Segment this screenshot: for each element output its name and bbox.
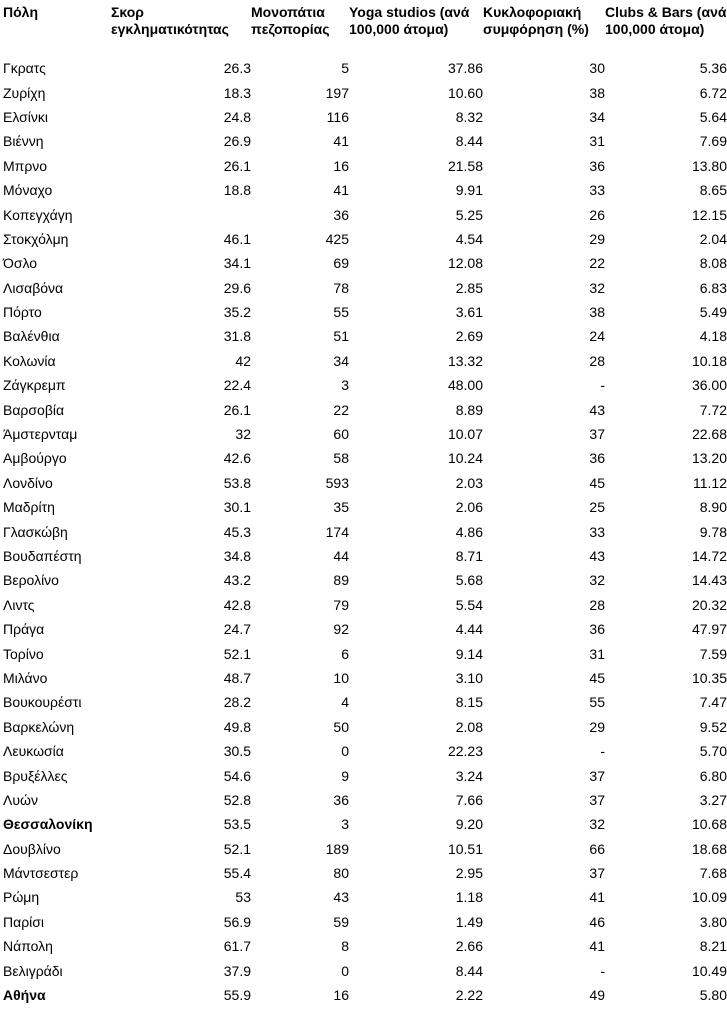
table-row <box>0 495 727 519</box>
table-row <box>0 690 727 714</box>
cell-traffic-congestion: 24 <box>589 328 605 345</box>
cell-yoga-studios: 12.08 <box>447 255 483 272</box>
cell-hiking-trails: 44 <box>333 548 349 564</box>
cell-traffic-congestion: 38 <box>589 304 605 321</box>
cell-clubs-bars: 18.68 <box>691 840 727 857</box>
cell-hiking-trails: 41 <box>333 182 349 199</box>
cell-hiking-trails: 116 <box>326 108 349 125</box>
cell-city: Λισαβόνα <box>3 279 64 296</box>
header-clubs-bars: Clubs & Bars (ανά 100,000 άτομα) <box>605 4 727 37</box>
cell-hiking-trails: 35 <box>333 499 349 516</box>
cell-traffic-congestion: 38 <box>589 84 605 101</box>
table-row <box>0 324 727 348</box>
table-row <box>0 446 727 470</box>
cell-hiking-trails: 34 <box>333 352 349 369</box>
cell-hiking-trails: 425 <box>325 230 349 247</box>
cell-city: Μπρνο <box>3 157 48 174</box>
cell-crime-score: 35.2 <box>223 304 251 321</box>
cell-clubs-bars: 5.36 <box>699 60 727 77</box>
cell-city: Νάπολη <box>3 938 53 955</box>
cell-clubs-bars: 7.59 <box>699 645 727 662</box>
cell-hiking-trails: 16 <box>333 157 349 174</box>
cell-crime-score: 26.1 <box>223 401 251 418</box>
cell-city: Πράγα <box>3 621 45 638</box>
cell-yoga-studios: 37.86 <box>447 60 483 77</box>
table-row <box>0 178 727 202</box>
cell-crime-score: 28.2 <box>223 694 251 711</box>
cell-yoga-studios: 8.32 <box>455 108 483 125</box>
cell-crime-score: 55.9 <box>223 987 251 1004</box>
cell-city: Βρυξέλλες <box>3 767 68 784</box>
cell-crime-score: 45.3 <box>223 523 251 540</box>
cell-crime-score: 56.9 <box>223 913 251 930</box>
header-hiking-trails: Μονοπάτια πεζοπορίας <box>251 4 330 37</box>
table-row <box>0 861 727 885</box>
cell-traffic-congestion: 37 <box>589 865 605 882</box>
cell-crime-score: 37.9 <box>223 962 251 979</box>
cell-traffic-congestion: 36 <box>589 450 605 467</box>
cell-clubs-bars: 7.68 <box>699 865 727 882</box>
cell-hiking-trails: 55 <box>333 304 349 321</box>
cell-crime-score: 24.8 <box>223 108 251 125</box>
cell-clubs-bars: 10.49 <box>691 962 727 979</box>
cell-clubs-bars: 10.68 <box>691 816 727 833</box>
cell-hiking-trails: 189 <box>325 840 349 857</box>
cell-yoga-studios: 21.58 <box>447 157 483 174</box>
cell-crime-score: 46.1 <box>223 230 251 247</box>
cell-hiking-trails: 593 <box>325 474 349 491</box>
cell-crime-score: 31.8 <box>223 328 251 345</box>
cell-clubs-bars: 10.35 <box>691 669 727 686</box>
cell-crime-score: 34.8 <box>223 548 251 564</box>
cell-city: Γκρατς <box>3 60 46 77</box>
cell-clubs-bars: 3.80 <box>699 913 727 930</box>
cell-crime-score: 55.4 <box>223 865 251 882</box>
cell-city: Βερολίνο <box>3 572 59 589</box>
cell-city: Λευκωσία <box>3 743 64 760</box>
cell-traffic-congestion: 22 <box>589 255 605 272</box>
cell-crime-score: 53.5 <box>223 816 251 833</box>
cell-yoga-studios: 10.07 <box>447 426 483 443</box>
cell-crime-score: 30.1 <box>223 499 251 516</box>
cell-yoga-studios: 7.66 <box>455 791 483 808</box>
table-row <box>0 373 727 397</box>
cell-city: Μιλάνο <box>3 669 48 686</box>
cell-traffic-congestion: 45 <box>589 474 605 491</box>
cell-traffic-congestion: 36 <box>589 621 605 638</box>
cell-yoga-studios: 9.20 <box>455 816 483 833</box>
cell-traffic-congestion: 66 <box>589 840 605 857</box>
cell-city: Πόρτο <box>3 304 42 321</box>
cell-clubs-bars: 13.80 <box>691 157 727 174</box>
table-row <box>0 519 727 543</box>
table-row <box>0 837 727 861</box>
cell-traffic-congestion: 29 <box>589 718 605 735</box>
cell-traffic-congestion: 37 <box>589 767 605 784</box>
cell-hiking-trails: 58 <box>333 450 349 467</box>
cell-crime-score: 26.3 <box>223 60 251 77</box>
cell-city: Βιέννη <box>3 133 44 150</box>
cell-clubs-bars: 10.09 <box>691 889 727 906</box>
cell-hiking-trails: 89 <box>333 572 349 589</box>
cell-clubs-bars: 7.72 <box>699 401 727 418</box>
cell-hiking-trails: 36 <box>333 791 349 808</box>
cell-hiking-trails: 92 <box>333 621 349 638</box>
cell-yoga-studios: 8.15 <box>455 694 483 711</box>
cell-city: Βουδαπέστη <box>3 548 82 564</box>
cell-yoga-studios: 8.44 <box>455 133 483 150</box>
cell-traffic-congestion: - <box>600 962 605 979</box>
cell-clubs-bars: 14.43 <box>691 572 727 589</box>
cell-crime-score: 42 <box>235 352 251 369</box>
cell-city: Μάντσεστερ <box>3 865 79 882</box>
table-row <box>0 666 727 690</box>
cell-yoga-studios: 2.85 <box>455 279 483 296</box>
table-row <box>0 934 727 958</box>
cell-clubs-bars: 7.47 <box>699 694 727 711</box>
cell-traffic-congestion: 43 <box>589 401 605 418</box>
cell-yoga-studios: 8.71 <box>455 548 483 564</box>
cell-city: Βαλένθια <box>3 328 60 345</box>
cell-clubs-bars: 6.72 <box>699 84 727 101</box>
header-yoga-studios: Yoga studios (ανά 100,000 άτομα) <box>349 4 470 37</box>
table-row <box>0 105 727 129</box>
table-row <box>0 568 727 592</box>
cell-clubs-bars: 47.97 <box>691 621 727 638</box>
cell-clubs-bars: 8.90 <box>699 499 727 516</box>
cell-hiking-trails: 78 <box>333 279 349 296</box>
cell-hiking-trails: 51 <box>333 328 349 345</box>
cell-traffic-congestion: 29 <box>589 230 605 247</box>
cell-city: Ελσίνκι <box>3 108 48 125</box>
cell-city: Θεσσαλονίκη <box>3 816 93 833</box>
cell-yoga-studios: 1.49 <box>455 913 483 930</box>
cell-yoga-studios: 5.68 <box>455 572 483 589</box>
cell-crime-score: 53 <box>235 889 251 906</box>
cell-hiking-trails: 41 <box>333 133 349 150</box>
cell-crime-score: 32 <box>235 426 251 443</box>
cell-traffic-congestion: 28 <box>589 596 605 613</box>
cell-traffic-congestion: 32 <box>589 572 605 589</box>
cell-hiking-trails: 197 <box>325 84 349 101</box>
cell-clubs-bars: 13.20 <box>691 450 727 467</box>
cell-clubs-bars: 8.21 <box>699 938 727 955</box>
table-row <box>0 910 727 934</box>
cell-traffic-congestion: 30 <box>589 60 605 77</box>
cell-hiking-trails: 3 <box>341 377 349 394</box>
cell-traffic-congestion: 37 <box>589 426 605 443</box>
cell-hiking-trails: 80 <box>333 865 349 882</box>
cell-city: Βαρκελώνη <box>3 718 75 735</box>
table-row <box>0 471 727 495</box>
cell-crime-score: 42.6 <box>223 450 251 467</box>
cell-crime-score: 24.7 <box>223 621 251 638</box>
cell-hiking-trails: 5 <box>341 60 349 77</box>
table-row <box>0 56 727 80</box>
cell-crime-score: 26.9 <box>223 133 251 150</box>
cell-traffic-congestion: 32 <box>589 279 605 296</box>
cell-city: Δουβλίνο <box>3 840 61 857</box>
cell-traffic-congestion: 32 <box>589 816 605 833</box>
cell-clubs-bars: 3.27 <box>699 791 727 808</box>
cell-city: Κοπεγχάγη <box>3 206 73 223</box>
cell-clubs-bars: 2.04 <box>699 230 727 247</box>
cell-clubs-bars: 5.49 <box>699 304 727 321</box>
cell-hiking-trails: 69 <box>333 255 349 272</box>
table-row <box>0 202 727 226</box>
cell-yoga-studios: 2.03 <box>455 474 483 491</box>
table-row <box>0 300 727 324</box>
cell-traffic-congestion: 41 <box>589 889 605 906</box>
cell-city: Στοκχόλμη <box>3 230 69 247</box>
cell-hiking-trails: 59 <box>333 913 349 930</box>
cell-clubs-bars: 7.69 <box>699 133 727 150</box>
cell-yoga-studios: 22.23 <box>447 743 483 760</box>
cell-yoga-studios: 3.10 <box>455 669 483 686</box>
cell-city: Γλασκώβη <box>3 523 68 540</box>
cell-hiking-trails: 9 <box>341 767 349 784</box>
table-row <box>0 80 727 104</box>
cell-clubs-bars: 20.32 <box>691 596 727 613</box>
cell-traffic-congestion: 55 <box>589 694 605 711</box>
cell-city: Κολωνία <box>3 352 56 369</box>
cell-yoga-studios: 4.44 <box>455 621 483 638</box>
cell-crime-score: 49.8 <box>223 718 251 735</box>
cell-yoga-studios: 2.06 <box>455 499 483 516</box>
table-row <box>0 641 727 665</box>
cell-clubs-bars: 6.80 <box>699 767 727 784</box>
cell-hiking-trails: 10 <box>333 669 349 686</box>
cell-city: Αθήνα <box>3 987 46 1004</box>
cell-city: Παρίσι <box>3 913 45 930</box>
cell-crime-score: 48.7 <box>223 669 251 686</box>
cell-hiking-trails: 79 <box>333 596 349 613</box>
cell-hiking-trails: 60 <box>333 426 349 443</box>
cell-yoga-studios: 8.89 <box>455 401 483 418</box>
cell-hiking-trails: 43 <box>333 889 349 906</box>
cell-city: Αμβούργο <box>3 450 67 467</box>
cell-traffic-congestion: 34 <box>589 108 605 125</box>
cell-traffic-congestion: 43 <box>589 548 605 564</box>
table-row <box>0 227 727 251</box>
cell-city: Ζυρίχη <box>3 84 46 101</box>
cell-clubs-bars: 10.18 <box>691 352 727 369</box>
table-row <box>0 715 727 739</box>
table-row <box>0 544 727 568</box>
cell-hiking-trails: 4 <box>341 694 349 711</box>
cell-clubs-bars: 4.18 <box>699 328 727 345</box>
cell-traffic-congestion: 37 <box>589 791 605 808</box>
cell-traffic-congestion: 33 <box>589 182 605 199</box>
header-row <box>0 0 727 56</box>
cell-traffic-congestion: - <box>600 377 605 394</box>
table-row <box>0 983 727 1007</box>
cell-crime-score: 22.4 <box>223 377 251 394</box>
cell-hiking-trails: 50 <box>333 718 349 735</box>
cell-crime-score: 18.3 <box>223 84 251 101</box>
table-row <box>0 349 727 373</box>
cell-clubs-bars: 6.83 <box>699 279 727 296</box>
table-row <box>0 958 727 982</box>
cell-hiking-trails: 3 <box>341 816 349 833</box>
cell-city: Μαδρίτη <box>3 499 55 516</box>
table-row <box>0 593 727 617</box>
cell-yoga-studios: 9.14 <box>455 645 483 662</box>
cell-yoga-studios: 5.54 <box>455 596 483 613</box>
cell-yoga-studios: 2.95 <box>455 865 483 882</box>
cell-city: Μόναχο <box>3 182 53 199</box>
cell-yoga-studios: 5.25 <box>455 206 483 223</box>
cell-yoga-studios: 48.00 <box>447 377 483 394</box>
cell-hiking-trails: 0 <box>341 743 349 760</box>
cell-city: Ρώμη <box>3 889 40 906</box>
cell-city: Όσλο <box>3 255 38 272</box>
cell-crime-score: 53.8 <box>223 474 251 491</box>
cell-hiking-trails: 174 <box>325 523 349 540</box>
table-row <box>0 812 727 836</box>
cell-city: Άμστερνταμ <box>3 426 78 443</box>
table-row <box>0 788 727 812</box>
cell-yoga-studios: 8.44 <box>455 962 483 979</box>
cell-hiking-trails: 0 <box>341 962 349 979</box>
table-row <box>0 763 727 787</box>
cell-city: Λιντς <box>3 596 35 613</box>
cell-crime-score: 34.1 <box>223 255 251 272</box>
table-row <box>0 251 727 275</box>
cell-crime-score: 52.1 <box>223 840 251 857</box>
cell-crime-score: 61.7 <box>223 938 251 955</box>
cell-crime-score: 26.1 <box>223 157 251 174</box>
cell-crime-score: 52.1 <box>223 645 251 662</box>
cell-yoga-studios: 4.54 <box>455 230 483 247</box>
table-row <box>0 276 727 300</box>
cell-clubs-bars: 12.15 <box>691 206 727 223</box>
cell-city: Βουκουρέστι <box>3 694 82 711</box>
cell-crime-score: 42.8 <box>223 596 251 613</box>
cell-clubs-bars: 11.12 <box>693 474 727 491</box>
header-traffic-congestion: Κυκλοφοριακή συμφόρηση (%) <box>483 4 589 37</box>
cell-yoga-studios: 3.24 <box>455 767 483 784</box>
cell-crime-score: 18.8 <box>223 182 251 199</box>
table-body <box>0 56 727 1007</box>
cell-clubs-bars: 8.65 <box>699 182 727 199</box>
header-crime-score: Σκορ εγκληματικότητας <box>111 4 229 37</box>
cell-yoga-studios: 2.08 <box>455 718 483 735</box>
cell-crime-score: 52.8 <box>223 791 251 808</box>
cell-clubs-bars: 5.80 <box>699 987 727 1004</box>
cell-yoga-studios: 2.69 <box>455 328 483 345</box>
table-row <box>0 129 727 153</box>
table-row <box>0 739 727 763</box>
cell-traffic-congestion: 33 <box>589 523 605 540</box>
cell-hiking-trails: 8 <box>341 938 349 955</box>
cell-traffic-congestion: 45 <box>589 669 605 686</box>
cell-yoga-studios: 9.91 <box>455 182 483 199</box>
cell-city: Βελιγράδι <box>3 962 63 979</box>
cell-city: Βαρσοβία <box>3 401 65 418</box>
table-row <box>0 422 727 446</box>
cell-clubs-bars: 9.78 <box>699 523 727 540</box>
cell-traffic-congestion: - <box>600 743 605 760</box>
cell-hiking-trails: 22 <box>333 401 349 418</box>
table-row <box>0 617 727 641</box>
cell-yoga-studios: 13.32 <box>447 352 483 369</box>
cell-traffic-congestion: 25 <box>589 499 605 516</box>
cell-traffic-congestion: 31 <box>589 645 605 662</box>
cell-crime-score: 30.5 <box>223 743 251 760</box>
cell-traffic-congestion: 49 <box>589 987 605 1004</box>
cell-yoga-studios: 10.51 <box>447 840 483 857</box>
cell-clubs-bars: 9.52 <box>699 718 727 735</box>
cell-hiking-trails: 16 <box>333 987 349 1004</box>
table-row <box>0 397 727 421</box>
cell-clubs-bars: 5.64 <box>699 108 727 125</box>
cell-clubs-bars: 36.00 <box>691 377 727 394</box>
cell-traffic-congestion: 36 <box>589 157 605 174</box>
cell-crime-score: 29.6 <box>223 279 251 296</box>
cell-yoga-studios: 10.60 <box>447 84 483 101</box>
cell-traffic-congestion: 41 <box>589 938 605 955</box>
cell-hiking-trails: 36 <box>333 206 349 223</box>
cell-crime-score <box>111 202 251 226</box>
cell-yoga-studios: 3.61 <box>455 304 483 321</box>
cell-traffic-congestion: 31 <box>589 133 605 150</box>
cell-traffic-congestion: 46 <box>589 913 605 930</box>
cell-yoga-studios: 2.22 <box>455 987 483 1004</box>
cell-yoga-studios: 4.86 <box>455 523 483 540</box>
cell-city: Τορίνο <box>3 645 44 662</box>
cell-yoga-studios: 1.18 <box>455 889 483 906</box>
cell-hiking-trails: 6 <box>341 645 349 662</box>
cell-yoga-studios: 2.66 <box>455 938 483 955</box>
cell-crime-score: 43.2 <box>223 572 251 589</box>
cell-city: Λυών <box>3 791 38 808</box>
header-city: Πόλη <box>3 4 38 20</box>
cell-traffic-congestion: 26 <box>589 206 605 223</box>
cell-yoga-studios: 10.24 <box>447 450 483 467</box>
cell-clubs-bars: 5.70 <box>699 743 727 760</box>
table-row <box>0 885 727 909</box>
table-row <box>0 154 727 178</box>
cell-city: Λονδίνο <box>3 474 53 491</box>
cell-clubs-bars: 22.68 <box>691 426 727 443</box>
cell-clubs-bars: 8.08 <box>699 255 727 272</box>
cell-clubs-bars: 14.72 <box>691 548 727 564</box>
cell-crime-score: 54.6 <box>223 767 251 784</box>
cell-traffic-congestion: 28 <box>589 352 605 369</box>
cell-city: Ζάγκρεμπ <box>3 377 66 394</box>
